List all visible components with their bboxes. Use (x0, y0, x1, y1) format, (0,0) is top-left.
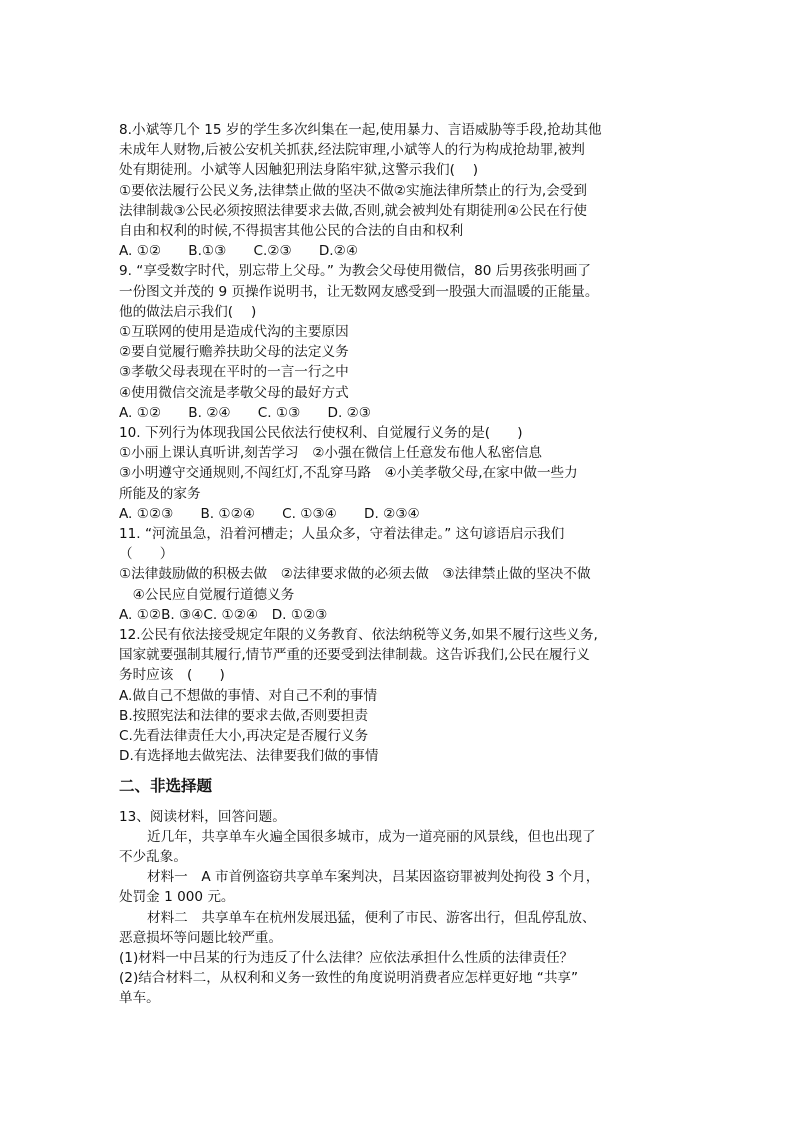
question-line: 自由和权利的时候,不得损害其他公民的合法的自由和权利 (119, 223, 464, 240)
question-line: 9. “享受数字时代，别忘带上父母。” 为教会父母使用微信，80 后男孩张明画了 (119, 263, 591, 280)
question-line: 国家就要强制其履行,情节严重的还要受到法律制裁。这告诉我们,公民在履行义 (119, 647, 590, 664)
question-line: A. ①②B. ③④C. ①②④ D. ①②③ (119, 606, 328, 623)
question-line: 8.小斌等几个 15 岁的学生多次纠集在一起,使用暴力、言语威胁等手段,抢劫其他 (119, 122, 602, 138)
question-line: 务时应该 ( ) (119, 667, 225, 684)
question-line: ④公民应自觉履行道德义务 (119, 586, 295, 603)
multiple-choice-questions (119, 120, 684, 767)
question-line: （ ） (119, 546, 174, 563)
question-line: C.先看法律责任大小,再决定是否履行义务 (119, 728, 369, 745)
question-8 (119, 120, 684, 261)
question-line: A.做自己不想做的事情、对自己不利的事情 (119, 687, 378, 704)
question-line: 他的做法启示我们( ) (119, 303, 257, 320)
question-line: D.有选择地去做宪法、法律要我们做的事情 (119, 748, 379, 765)
question-10 (119, 423, 684, 524)
question-line: ①法律鼓励做的积极去做 ②法律要求做的必须去做 ③法律禁止做的坚决不做 (119, 566, 591, 583)
question-line: 未成年人财物,后被公安机关抓获,经法院审理,小斌等人的行为构成抢劫罪,被判 (119, 142, 585, 159)
question-line: 所能及的家务 (119, 485, 201, 502)
question-13-line: (2)结合材料二，从权利和义务一致性的角度说明消费者应怎样更好地 “共享” (119, 970, 579, 987)
question-line: ②要自觉履行赡养扶助父母的法定义务 (119, 344, 349, 361)
question-13-line: 材料二 共享单车在杭州发展迅猛，便利了市民、游客出行，但乱停乱放、 (147, 909, 596, 926)
question-13-line: (1)材料一中吕某的行为违反了什么法律？应依法承担什么性质的法律责任？ (119, 949, 574, 966)
question-13-line: 单车。 (119, 990, 160, 1007)
question-12 (119, 625, 684, 766)
question-line: ①要依法履行公民义务,法律禁止做的坚决不做②实施法律所禁止的行为,会受到 (119, 182, 588, 199)
question-line: 法律制裁③公民必须按照法律要求去做,否则,就会被判处有期徒刑④公民在行使 (119, 202, 588, 219)
question-line: ④使用微信交流是孝敬父母的最好方式 (119, 384, 349, 401)
question-line: 11. “河流虽急，沿着河槽走；人虽众多，守着法律走。” 这句谚语启示我们 (119, 526, 565, 543)
question-line: ③小明遵守交通规则,不闯红灯,不乱穿马路 ④小美孝敬父母,在家中做一些力 (119, 465, 578, 482)
question-9 (119, 261, 684, 423)
exam-page (119, 120, 684, 1009)
question-line: 处有期徒刑。小斌等人因触犯刑法身陷牢狱,这警示我们( ) (119, 162, 479, 179)
question-11 (119, 524, 684, 625)
question-line: 12.公民有依法接受规定年限的义务教育、依法纳税等义务,如果不履行这些义务, (119, 627, 598, 644)
question-line: A. ①②③ B. ①②④ C. ①③④ D. ②③④ (119, 505, 420, 522)
question-line: ①小丽上课认真听讲,刻苦学习 ②小强在微信上任意发布他人私密信息 (119, 445, 542, 462)
question-line: 10. 下列行为体现我国公民依法行使权利、自觉履行义务的是( ) (119, 425, 523, 442)
question-line: ①互联网的使用是造成代沟的主要原因 (119, 324, 349, 341)
question-13-line: 恶意损坏等问题比较严重。 (119, 929, 283, 946)
section-title: 二、非选择题 (119, 776, 213, 795)
question-line: A. ①② B. ②④ C. ①③ D. ②③ (119, 404, 371, 421)
question-line: 一份图文并茂的 9 页操作说明书，让无数网友感受到一股强大而温暖的正能量。 (119, 283, 599, 300)
question-13-line: 13、阅读材料，回答问题。 (119, 808, 286, 825)
question-line: B.按照宪法和法律的要求去做,否则要担责 (119, 707, 369, 724)
question-13-line: 近几年，共享单车火遍全国很多城市，成为一道亮丽的风景线，但也出现了 (147, 828, 596, 845)
question-13-line: 材料一 A 市首例盗窃共享单车案判决，吕某因盗窃罪被判处拘役 3 个月， (147, 869, 600, 886)
question-13-line: 不少乱象。 (119, 848, 187, 865)
question-13 (119, 807, 684, 1009)
question-line: A. ①② B.①③ C.②③ D.②④ (119, 243, 359, 260)
question-13-line: 处罚金 1 000 元。 (119, 889, 235, 906)
question-line: ③孝敬父母表现在平时的一言一行之中 (119, 364, 349, 381)
